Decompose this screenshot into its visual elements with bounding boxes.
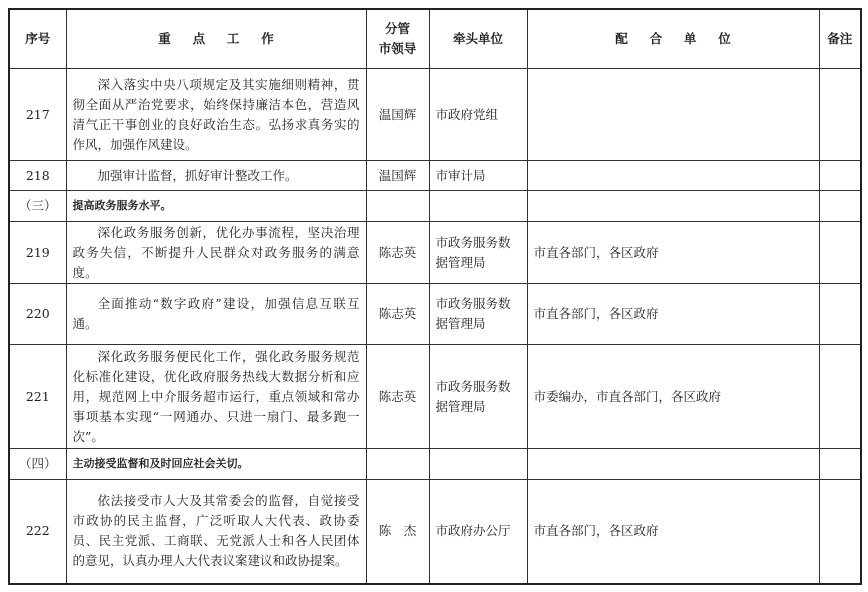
coop-unit-cell xyxy=(527,69,819,161)
empty-cell xyxy=(429,191,527,222)
section-row xyxy=(9,191,861,222)
section-number: （三） xyxy=(9,191,66,222)
task-cell xyxy=(66,161,366,191)
row-number: 219 xyxy=(9,222,66,284)
remark-cell xyxy=(819,69,861,161)
lead-unit-cell: 市政务服务数据管理局 xyxy=(429,345,527,449)
section-title: 提高政务服务水平。 xyxy=(66,191,366,222)
table-row xyxy=(9,480,861,584)
table-row xyxy=(9,284,861,345)
task-cell xyxy=(66,222,366,284)
header-coop-unit: 配 合 单 位 xyxy=(527,9,819,69)
section-row xyxy=(9,449,861,480)
empty-cell xyxy=(819,191,861,222)
section-title: 主动接受监督和及时回应社会关切。 xyxy=(66,449,366,480)
empty-cell xyxy=(819,449,861,480)
remark-cell xyxy=(819,161,861,191)
header-leader: 分管 市领导 xyxy=(366,9,429,69)
row-number: 217 xyxy=(9,69,66,161)
table-row xyxy=(9,222,861,284)
empty-cell xyxy=(527,449,819,480)
remark-cell xyxy=(819,222,861,284)
section-number: （四） xyxy=(9,449,66,480)
coop-unit-cell xyxy=(527,161,819,191)
task-text: 深化政务服务便民化工作，强化政务服务规范化标准化建设，优化政府服务热线大数据分析和应用，规范网上中介服务超市运行，重点领域和常办事项基本实现“一网通办、只进一扇门、最多跑一次”。 xyxy=(72,348,360,444)
coop-unit-cell: 市直各部门，各区政府 xyxy=(527,222,819,284)
table-row xyxy=(9,161,861,191)
coop-unit-cell: 市直各部门，各区政府 xyxy=(527,284,819,345)
leader-cell: 陈志英 xyxy=(366,284,429,345)
lead-unit-cell: 市政务服务数据管理局 xyxy=(429,284,527,345)
task-text: 依法接受市人大及其常委会的监督，自觉接受市政协的民主监督，广泛听取人大代表、政协委员、民主党派、工商联、无党派人士和各人民团体的意见，认真办理人大代表议案建议和政协提案。 xyxy=(72,493,360,569)
coop-unit-cell: 市直各部门，各区政府 xyxy=(527,480,819,584)
task-text: 全面推动“数字政府”建设，加强信息互联互通。 xyxy=(72,296,360,331)
lead-unit-cell: 市政务服务数据管理局 xyxy=(429,222,527,284)
remark-cell xyxy=(819,480,861,584)
empty-cell xyxy=(366,191,429,222)
header-row xyxy=(9,9,861,69)
lead-unit-cell: 市政府党组 xyxy=(429,69,527,161)
remark-cell xyxy=(819,345,861,449)
header-seq: 序号 xyxy=(9,9,66,69)
empty-cell xyxy=(366,449,429,480)
leader-cell: 温国辉 xyxy=(366,69,429,161)
table-row xyxy=(9,69,861,161)
lead-unit-cell: 市审计局 xyxy=(429,161,527,191)
header-remark: 备注 xyxy=(819,9,861,69)
header-lead-unit: 牵头单位 xyxy=(429,9,527,69)
row-number: 218 xyxy=(9,161,66,191)
remark-cell xyxy=(819,284,861,345)
row-number: 221 xyxy=(9,345,66,449)
task-cell xyxy=(66,345,366,449)
header-task: 重 点 工 作 xyxy=(66,9,366,69)
task-cell xyxy=(66,284,366,345)
work-plan-table xyxy=(8,8,862,585)
leader-cell: 陈志英 xyxy=(366,222,429,284)
table-row xyxy=(9,345,861,449)
leader-cell: 陈 杰 xyxy=(366,480,429,584)
leader-cell: 温国辉 xyxy=(366,161,429,191)
empty-cell xyxy=(527,191,819,222)
task-cell xyxy=(66,69,366,161)
task-text: 深入落实中央八项规定及其实施细则精神，贯彻全面从严治党要求，始终保持廉洁本色，营造风清气正干事创业的良好政治生态。弘扬求真务实的作风，加强作风建设。 xyxy=(72,76,360,152)
task-cell xyxy=(66,480,366,584)
lead-unit-cell: 市政府办公厅 xyxy=(429,480,527,584)
task-text: 加强审计监督，抓好审计整改工作。 xyxy=(97,167,298,183)
empty-cell xyxy=(429,449,527,480)
row-number: 222 xyxy=(9,480,66,584)
task-text: 深化政务服务创新，优化办事流程，坚决治理政务失信，不断提升人民群众对政务服务的满意度。 xyxy=(72,224,360,280)
coop-unit-cell: 市委编办，市直各部门，各区政府 xyxy=(527,345,819,449)
leader-cell: 陈志英 xyxy=(366,345,429,449)
row-number: 220 xyxy=(9,284,66,345)
